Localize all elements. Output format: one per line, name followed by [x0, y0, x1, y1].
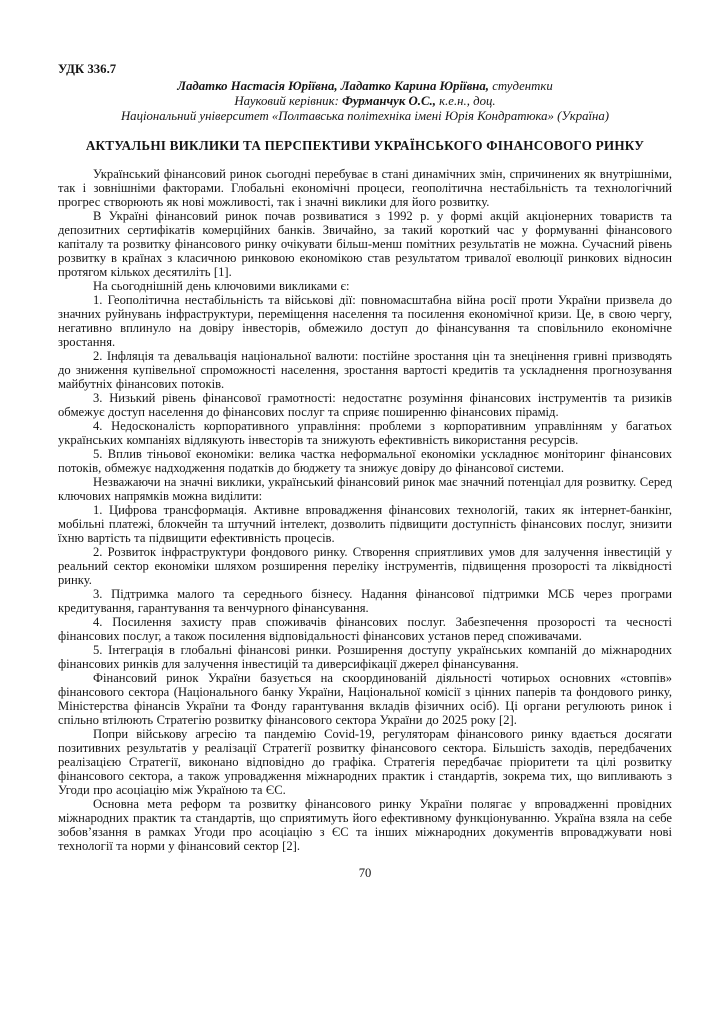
udc-code: УДК 336.7	[58, 62, 117, 76]
paragraph: 5. Вплив тіньової економіки: велика частка неформальної економіки ускладнює моніторинг фінансових потоків, обмежує надходження податків до бюджету та знижує довіру до фінансової системи.	[58, 446, 672, 475]
supervisor-label: Науковий керівник:	[234, 94, 343, 109]
supervisor-line	[58, 94, 672, 109]
body-text	[58, 167, 672, 853]
paragraph: 3. Низький рівень фінансової грамотності: недостатнє розуміння фінансових інструментів та ризиків обмежує доступ населення до фінансових послуг та сприяє поширенню фінансових пірамід.	[58, 390, 672, 419]
paragraph: Попри військову агресію та пандемію Covid-19, регуляторам фінансового ринку вдається досягати позитивних результатів у реалізації Стратегії розвитку фінансового сектора. Більшість заходів, передбачених реалізацією Стратегії, виконано відповідно до графіка. Стратегія передбачає пріоритети та цілі розвитку фінансового сектора, а також упровадження міжнародних практик і стандартів, зокрема тих, що випливають з Угоди про асоціацію між Україною та ЄС.	[58, 726, 672, 797]
paragraph: 5. Інтеграція в глобальні фінансові ринки. Розширення доступу українських компаній до міжнародних фінансових ринків для залучення інвестицій та диверсифікації джерел фінансування.	[58, 642, 672, 671]
paragraph: 2. Інфляція та девальвація національної валюти: постійне зростання цін та знецінення гривні призводять до зниження купівельної спроможності населення, зростання вартості кредитів та ускладнення прогнозування майбутніх фінансових потоків.	[58, 348, 672, 391]
byline-block	[58, 79, 672, 125]
paragraph: В Україні фінансовий ринок почав розвиватися з 1992 р. у формі акцій акціонерних товариств та депозитних сертифікатів комерційних банків. Звичайно, за такий короткий час у формуванні фінансового капіталу та розвитку фінансового ринку очікувати більш-менш помітних результатів не можна. Сучасний рівень розвитку в країнах з класичною ринковою економікою став результатом тривалої еволюції ринкових відносин протягом кількох десятиліть [1].	[58, 208, 672, 279]
authors-line	[58, 79, 672, 94]
paragraph: 1. Цифрова трансформація. Активне впровадження фінансових технологій, таких як інтернет-банкінг, мобільні платежі, блокчейн та штучний інтелект, дозволить підвищити доступність фінансових послуг, знизити їхню вартість та підвищити ефективність процесів.	[58, 502, 672, 545]
paper-title: АКТУАЛЬНІ ВИКЛИКИ ТА ПЕРСПЕКТИВИ УКРАЇНСЬКОГО ФІНАНСОВОГО РИНКУ	[85, 137, 645, 153]
authors-role: студентки	[489, 79, 553, 93]
paragraph: Фінансовий ринок України базується на скоординованій діяльності чотирьох основних «стовпів» фінансового сектора (Національного банку України, Національної комісії з цінних паперів та фондового ринку, Міністерства фінансів України та Фонду гарантування вкладів фізичних осіб). Ці органи регулюють ринок і спільно втілюють Стратегію розвитку фінансового сектора України до 2025 року [2].	[58, 670, 672, 727]
paragraph: 2. Розвиток інфраструктури фондового ринку. Створення сприятливих умов для залучення інвестицій у реальний сектор економіки шляхом розширення переліку інструментів, підвищення прозорості та ліквідності ринку.	[58, 544, 672, 587]
paragraph: На сьогоднішній день ключовими викликами є:	[93, 278, 350, 293]
paragraph: 4. Посилення захисту прав споживачів фінансових послуг. Забезпечення прозорості та чесності фінансових послуг, а також посилення відповідальності фінансових установ перед споживачами.	[58, 614, 672, 643]
page-number: 70	[358, 865, 372, 880]
paragraph: Незважаючи на значні виклики, український фінансовий ринок має значний потенціал для розвитку. Серед ключових напрямків можна виділити:	[58, 474, 672, 503]
supervisor-degree: к.е.н., доц.	[435, 94, 496, 109]
supervisor-name: Фурманчук О.С.,	[342, 94, 436, 109]
paragraph: 1. Геополітична нестабільність та військові дії: повномасштабна війна росії проти України призвела до значних руйнувань інфраструктури, переміщення населення та посилення економічної кризи. Це, в свою чергу, негативно вплинуло на довіру інвесторів, обмежило доступ до фінансування та сповільнило економічне зростання.	[58, 292, 672, 349]
paragraph: Основна мета реформ та розвитку фінансового ринку України полягає у впровадженні провідних міжнародних практик та стандартів, що сприятимуть його ефективному функціонуванню. Україна взяла на себе зобов’язання в рамках Угоди про асоціацію з ЄС та інших міжнародних документів впроваджувати нові технології та норми у фінансовий сектор [2].	[58, 796, 672, 853]
paragraph: 3. Підтримка малого та середнього бізнесу. Надання фінансової підтримки МСБ через програми кредитування, гарантування та венчурного фінансування.	[58, 586, 672, 615]
affiliation-line: Національний університет «Полтавська політехніка імені Юрія Кондратюка» (Україна)	[120, 109, 610, 124]
paragraph: 4. Недосконалість корпоративного управління: проблеми з корпоративним управлінням у багатьох українських компаніях відлякують інвесторів та знижують ефективність використання ресурсів.	[58, 418, 672, 447]
paragraph: Український фінансовий ринок сьогодні перебуває в стані динамічних змін, спричинених як внутрішніми, так і зовнішніми факторами. Глобальні економічні процеси, геополітична нестабільність та технологічний прогрес створюють як нові можливості, так і значні виклики для його розвитку.	[58, 166, 672, 209]
authors-names: Ладатко Настасія Юріївна, Ладатко Карина Юріївна,	[177, 79, 489, 93]
